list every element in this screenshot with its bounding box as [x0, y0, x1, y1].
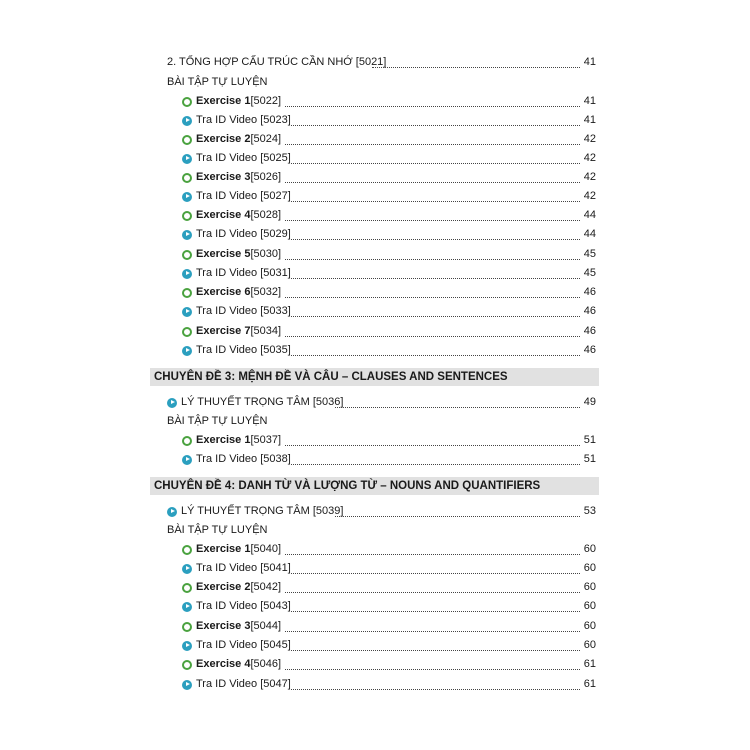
leader-dots [285, 201, 580, 221]
leader-dots [285, 125, 580, 145]
page-number: 46 [583, 325, 596, 337]
page-number: 46 [583, 286, 596, 298]
play-circle-icon [182, 269, 192, 279]
page-number: 42 [583, 133, 596, 145]
exercise-code: [5024] [250, 133, 282, 145]
green-ring-icon [182, 250, 192, 260]
page-number: 60 [583, 620, 596, 632]
exercise-code: [5030] [250, 248, 282, 260]
exercise-code: [5042] [250, 581, 282, 593]
leader-dots [291, 336, 580, 356]
leader-dots [285, 535, 580, 555]
toc-row-video[interactable] [0, 675, 750, 694]
exercise-title: Exercise 6 [196, 286, 251, 298]
video-title: Tra ID Video [5047] [196, 678, 291, 690]
chapter-3-heading[interactable] [150, 368, 599, 386]
green-ring-icon [182, 288, 192, 298]
page-number: 41 [583, 56, 596, 68]
video-title: Tra ID Video [5025] [196, 152, 291, 164]
play-circle-icon [182, 230, 192, 240]
leader-dots [285, 163, 580, 183]
leader-dots [291, 259, 580, 279]
video-title: Tra ID Video [5023] [196, 114, 291, 126]
leader-dots [291, 297, 580, 317]
page-number: 51 [583, 453, 596, 465]
leader-dots [291, 182, 580, 202]
leader-dots [291, 106, 580, 126]
leader-dots [285, 426, 580, 446]
page-number: 60 [583, 562, 596, 574]
chapter-title: CHUYÊN ĐỀ 4: DANH TỪ VÀ LƯỢNG TỪ – NOUNS AND QUANTIFIERS [154, 480, 541, 492]
exercise-code: [5040] [250, 543, 282, 555]
leader-dots [285, 650, 580, 670]
green-ring-icon [182, 97, 192, 107]
page-number: 61 [583, 678, 596, 690]
green-ring-icon [182, 583, 192, 593]
toc-row-video[interactable] [0, 341, 750, 360]
exercise-title: Exercise 1 [196, 95, 251, 107]
chapter-title: CHUYÊN ĐỀ 3: MỆNH ĐỀ VÀ CÂU – CLAUSES AND SENTENCES [154, 371, 508, 383]
section-heading: 2. TỔNG HỢP CẤU TRÚC CẦN NHỚ [5021] [167, 56, 387, 68]
page-number: 45 [583, 248, 596, 260]
toc-row-section-2[interactable] [0, 53, 750, 72]
exercise-title: Exercise 4 [196, 209, 251, 221]
leader-dots [291, 220, 580, 240]
page-number: 45 [583, 267, 596, 279]
exercise-title: Exercise 5 [196, 248, 251, 260]
page-number: 60 [583, 639, 596, 651]
play-circle-icon [182, 307, 192, 317]
page-number: 49 [583, 396, 596, 408]
green-ring-icon [182, 436, 192, 446]
toc-row-theory[interactable] [0, 393, 750, 412]
leader-dots [285, 278, 580, 298]
video-title: Tra ID Video [5043] [196, 600, 291, 612]
exercise-code: [5026] [250, 171, 282, 183]
exercise-title: Exercise 3 [196, 171, 251, 183]
toc-row-video[interactable] [0, 450, 750, 469]
green-ring-icon [182, 327, 192, 337]
leader-dots [285, 87, 580, 107]
page-number: 41 [583, 95, 596, 107]
leader-dots [291, 445, 580, 465]
page-number: 42 [583, 171, 596, 183]
green-ring-icon [182, 173, 192, 183]
exercise-title: Exercise 3 [196, 620, 251, 632]
exercise-title: Exercise 7 [196, 325, 251, 337]
green-ring-icon [182, 135, 192, 145]
practice-label: BÀI TẬP TỰ LUYỆN [167, 415, 268, 427]
green-ring-icon [182, 545, 192, 555]
leader-dots [372, 48, 580, 68]
practice-label: BÀI TẬP TỰ LUYỆN [167, 76, 268, 88]
page-number: 44 [583, 209, 596, 221]
leader-dots [285, 317, 580, 337]
exercise-code: [5022] [250, 95, 282, 107]
practice-label: BÀI TẬP TỰ LUYỆN [167, 524, 268, 536]
video-title: Tra ID Video [5045] [196, 639, 291, 651]
play-circle-icon [182, 602, 192, 612]
page-number: 60 [583, 600, 596, 612]
leader-dots [291, 554, 580, 574]
exercise-title: Exercise 4 [196, 658, 251, 670]
leader-dots [285, 612, 580, 632]
play-circle-icon [182, 192, 192, 202]
play-circle-icon [167, 398, 177, 408]
green-ring-icon [182, 660, 192, 670]
video-title: Tra ID Video [5027] [196, 190, 291, 202]
page-number: 61 [583, 658, 596, 670]
exercise-code: [5037] [250, 434, 282, 446]
leader-dots [285, 240, 580, 260]
exercise-code: [5046] [250, 658, 282, 670]
page-number: 41 [583, 114, 596, 126]
play-circle-icon [182, 455, 192, 465]
play-circle-icon [182, 680, 192, 690]
page-number: 44 [583, 228, 596, 240]
theory-title: LÝ THUYẾT TRỌNG TÂM [5036] [181, 396, 344, 408]
leader-dots [335, 388, 580, 408]
exercise-code: [5044] [250, 620, 282, 632]
play-circle-icon [182, 116, 192, 126]
play-circle-icon [167, 507, 177, 517]
exercise-title: Exercise 1 [196, 434, 251, 446]
exercise-title: Exercise 2 [196, 133, 251, 145]
page-number: 60 [583, 581, 596, 593]
video-title: Tra ID Video [5035] [196, 344, 291, 356]
video-title: Tra ID Video [5033] [196, 305, 291, 317]
video-title: Tra ID Video [5031] [196, 267, 291, 279]
chapter-4-heading[interactable] [150, 477, 599, 495]
play-circle-icon [182, 564, 192, 574]
toc-row-theory[interactable] [0, 502, 750, 521]
video-title: Tra ID Video [5029] [196, 228, 291, 240]
page-number: 42 [583, 190, 596, 202]
video-title: Tra ID Video [5041] [196, 562, 291, 574]
page-number: 42 [583, 152, 596, 164]
play-circle-icon [182, 641, 192, 651]
leader-dots [291, 670, 580, 690]
green-ring-icon [182, 622, 192, 632]
play-circle-icon [182, 346, 192, 356]
leader-dots [291, 592, 580, 612]
play-circle-icon [182, 154, 192, 164]
page-number: 51 [583, 434, 596, 446]
page-number: 46 [583, 305, 596, 317]
exercise-code: [5032] [250, 286, 282, 298]
page-number: 53 [583, 505, 596, 517]
exercise-title: Exercise 1 [196, 543, 251, 555]
leader-dots [335, 497, 580, 517]
leader-dots [291, 631, 580, 651]
leader-dots [291, 144, 580, 164]
exercise-code: [5028] [250, 209, 282, 221]
leader-dots [285, 573, 580, 593]
exercise-title: Exercise 2 [196, 581, 251, 593]
theory-title: LÝ THUYẾT TRỌNG TÂM [5039] [181, 505, 344, 517]
page-number: 46 [583, 344, 596, 356]
green-ring-icon [182, 211, 192, 221]
exercise-code: [5034] [250, 325, 282, 337]
video-title: Tra ID Video [5038] [196, 453, 291, 465]
page-number: 60 [583, 543, 596, 555]
